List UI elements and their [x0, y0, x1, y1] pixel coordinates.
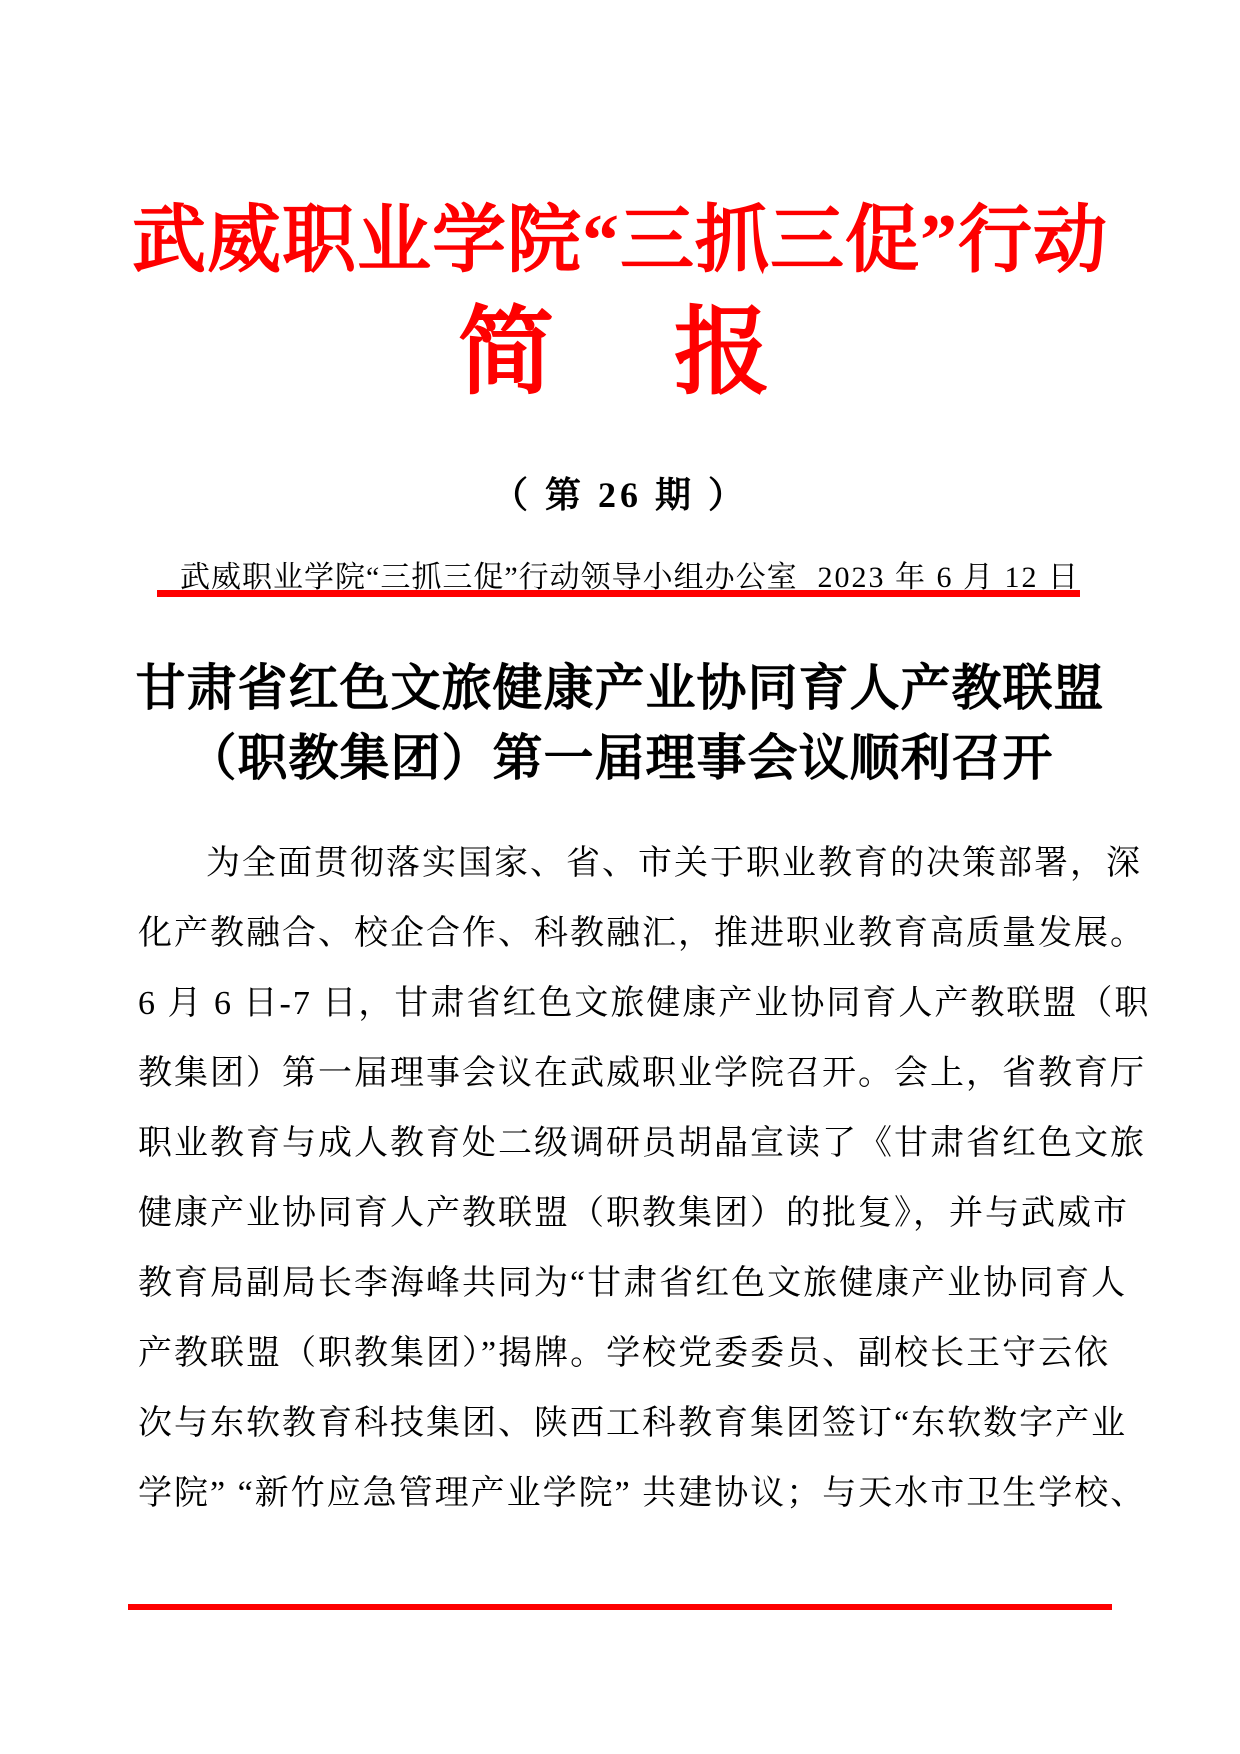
article-headline: [0, 653, 1240, 793]
body-line: 健康产业协同育人产教联盟（职教集团）的批复》，并与武威市: [138, 1195, 1129, 1232]
issue-number: （ 第 26 期 ）: [491, 475, 748, 515]
masthead: [0, 0, 1240, 597]
body-line: 教育局副局长李海峰共同为“甘肃省红色文旅健康产业协同育人: [138, 1265, 1128, 1302]
masthead-title: 武威职业学院“三抓三促”行动: [132, 200, 1108, 282]
body-line: 次与东软教育科技集团、陕西工科教育集团签订“东软数字产业: [138, 1405, 1128, 1442]
body-line: 产教联盟（职教集团）”揭牌。学校党委委员、副校长王守云依: [138, 1335, 1111, 1372]
body-line: 学院” “新竹应急管理产业学院” 共建协议；与天水市卫生学校、: [138, 1475, 1147, 1512]
body-line: 6 月 6 日-7 日，甘肃省红色文旅健康产业协同育人产教联盟（职: [138, 985, 1151, 1022]
publisher-row: [180, 558, 1080, 598]
body-line: 教集团）第一届理事会议在武威职业学院召开。会上，省教育厅: [138, 1055, 1146, 1092]
masthead-subtitle: 简 报: [458, 299, 782, 406]
body-line: 为全面贯彻落实国家、省、市关于职业教育的决策部署，深: [206, 845, 1142, 882]
article-body: [0, 829, 1240, 1529]
headline-line-2: （职教集团）第一届理事会议顺利召开: [186, 730, 1054, 786]
publisher-office: 武威职业学院“三抓三促”行动领导小组办公室: [180, 561, 798, 594]
page-footer: [0, 1604, 1240, 1610]
publish-date: 2023 年 6 月 12 日: [817, 561, 1080, 594]
headline-line-1: 甘肃省红色文旅健康产业协同育人产教联盟: [135, 660, 1105, 716]
footer-double-red-rule: [128, 1604, 1112, 1610]
article: [0, 653, 1240, 1529]
body-line: 职业教育与成人教育处二级调研员胡晶宣读了《甘肃省红色文旅: [138, 1125, 1146, 1162]
body-line: 化产教融合、校企合作、科教融汇，推进职业教育高质量发展。: [138, 915, 1146, 952]
